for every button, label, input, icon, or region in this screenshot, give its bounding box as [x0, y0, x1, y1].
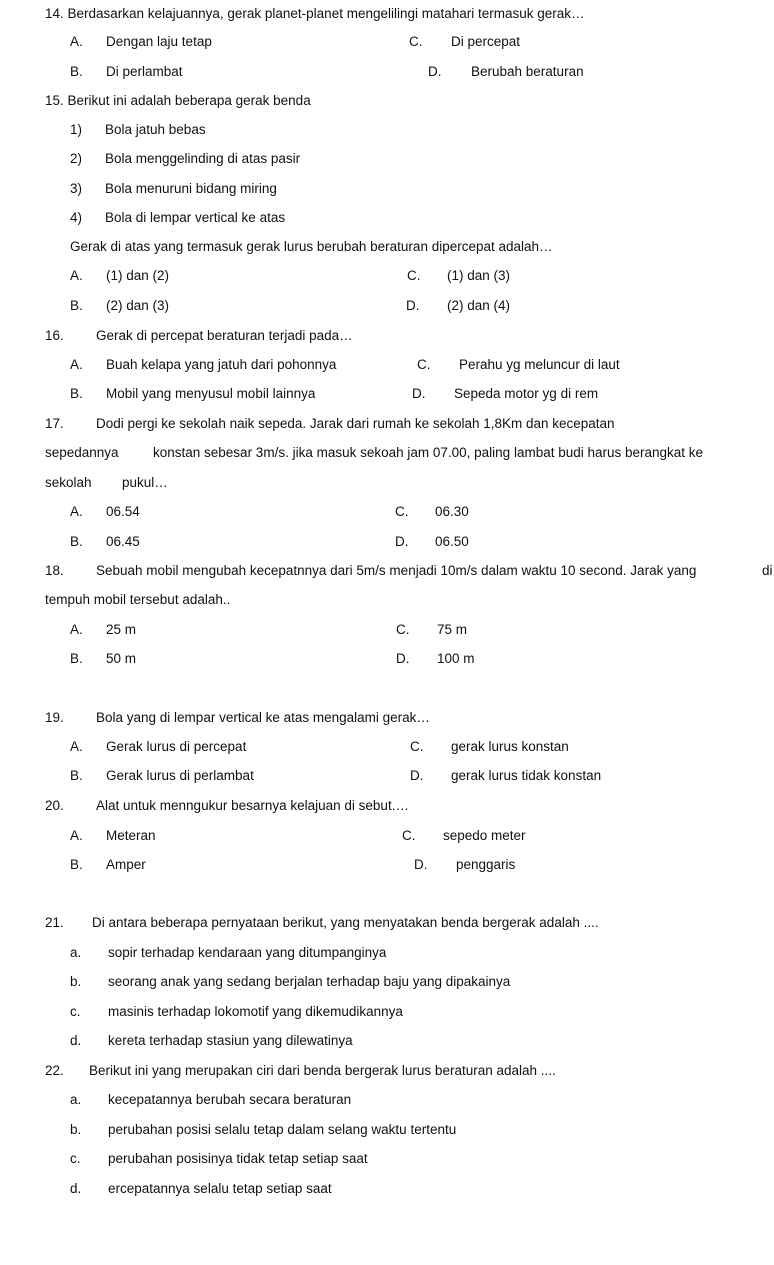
- q18-stem-line-2: tempuh mobil tersebut adalah..: [45, 592, 231, 607]
- q17-option-d-letter: D.: [395, 534, 409, 549]
- q19-option-a-text: Gerak lurus di percepat: [106, 739, 247, 754]
- q16-option-c-letter: C.: [417, 357, 431, 372]
- q14-option-c-text: Di percepat: [451, 34, 521, 49]
- q15-item-1-num: 1): [70, 122, 83, 137]
- q15-stem: 15. Berikut ini adalah beberapa gerak benda: [45, 93, 311, 108]
- q18-option-a-letter: A.: [70, 622, 83, 637]
- q17-stem-line-3b: pukul…: [122, 475, 168, 490]
- q15-item-3-text: Bola menuruni bidang miring: [105, 181, 277, 196]
- q18-option-b-letter: B.: [70, 651, 83, 666]
- q17-option-c-text: 06.30: [435, 504, 469, 519]
- q15-question: Gerak di atas yang termasuk gerak lurus berubah beraturan dipercepat adalah…: [70, 239, 553, 254]
- q14-option-a-text: Dengan laju tetap: [106, 34, 212, 49]
- q18-stem-line-1: Sebuah mobil mengubah kecepatnnya dari 5m/s menjadi 10m/s dalam waktu 10 second. Jarak yang: [96, 563, 697, 578]
- q17-stem-line-1: Dodi pergi ke sekolah naik sepeda. Jarak dari rumah ke sekolah 1,8Km dan kecepatan: [96, 416, 615, 431]
- q22-option-a-text: kecepatannya berubah secara beraturan: [108, 1092, 352, 1107]
- q15-item-2-num: 2): [70, 151, 83, 166]
- q20-option-b-letter: B.: [70, 857, 83, 872]
- q15-option-d-text: (2) dan (4): [447, 298, 511, 313]
- q18-option-c-letter: C.: [396, 622, 410, 637]
- q21-option-d-text: kereta terhadap stasiun yang dilewatinya: [108, 1033, 353, 1048]
- q20-option-a-letter: A.: [70, 828, 83, 843]
- q17-option-a-letter: A.: [70, 504, 83, 519]
- q20-number: 20.: [45, 798, 64, 813]
- q15-option-b-text: (2) dan (3): [106, 298, 170, 313]
- q16-option-a-letter: A.: [70, 357, 83, 372]
- q14-stem: 14. Berdasarkan kelajuannya, gerak planet-planet mengelilingi matahari termasuk gerak…: [45, 6, 585, 21]
- q17-option-b-letter: B.: [70, 534, 83, 549]
- q21-option-c-text: masinis terhadap lokomotif yang dikemudikannya: [108, 1004, 403, 1019]
- q21-option-a-text: sopir terhadap kendaraan yang ditumpanginya: [108, 945, 387, 960]
- q18-stem-line-1-cut: di: [762, 563, 773, 578]
- q21-option-c-letter: c.: [70, 1004, 81, 1019]
- q18-option-c-text: 75 m: [437, 622, 468, 637]
- q19-option-c-text: gerak lurus konstan: [451, 739, 569, 754]
- q16-option-c-text: Perahu yg meluncur di laut: [459, 357, 620, 372]
- q17-number: 17.: [45, 416, 64, 431]
- q21-option-b-letter: b.: [70, 974, 82, 989]
- q16-option-d-text: Sepeda motor yg di rem: [454, 386, 599, 401]
- q21-option-d-letter: d.: [70, 1033, 82, 1048]
- q18-option-b-text: 50 m: [106, 651, 137, 666]
- q21-stem: Di antara beberapa pernyataan berikut, yang menyatakan benda bergerak adalah ....: [92, 915, 599, 930]
- q20-stem: Alat untuk menngukur besarnya kelajuan di sebut.…: [96, 798, 409, 813]
- q22-option-c-letter: c.: [70, 1151, 81, 1166]
- q16-stem: Gerak di percepat beraturan terjadi pada…: [96, 328, 353, 343]
- q22-number: 22.: [45, 1063, 64, 1078]
- q17-stem-line-2a: sepedannya: [45, 445, 119, 460]
- q17-option-b-text: 06.45: [106, 534, 140, 549]
- q19-option-c-letter: C.: [410, 739, 424, 754]
- q17-stem-line-2b: konstan sebesar 3m/s. jika masuk sekoah jam 07.00, paling lambat budi harus berangkat ke: [153, 445, 704, 460]
- q16-option-a-text: Buah kelapa yang jatuh dari pohonnya: [106, 357, 337, 372]
- q17-stem-line-3a: sekolah: [45, 475, 92, 490]
- q16-option-d-letter: D.: [412, 386, 426, 401]
- q15-option-a-text: (1) dan (2): [106, 268, 170, 283]
- q15-option-d-letter: D.: [406, 298, 420, 313]
- q20-option-c-text: sepedo meter: [443, 828, 526, 843]
- q14-option-d-text: Berubah beraturan: [471, 64, 584, 79]
- q22-stem: Berikut ini yang merupakan ciri dari benda bergerak lurus beraturan adalah ....: [89, 1063, 556, 1078]
- q19-number: 19.: [45, 710, 64, 725]
- q15-item-4-text: Bola di lempar vertical ke atas: [105, 210, 286, 225]
- q16-number: 16.: [45, 328, 64, 343]
- q17-option-d-text: 06.50: [435, 534, 469, 549]
- q18-number: 18.: [45, 563, 64, 578]
- q15-item-4-num: 4): [70, 210, 83, 225]
- q22-option-b-text: perubahan posisi selalu tetap dalam selang waktu tertentu: [108, 1122, 457, 1137]
- q19-option-d-text: gerak lurus tidak konstan: [451, 768, 602, 783]
- q22-option-b-letter: b.: [70, 1122, 82, 1137]
- q16-option-b-text: Mobil yang menyusul mobil lainnya: [106, 386, 316, 401]
- q15-option-c-letter: C.: [407, 268, 421, 283]
- q19-option-d-letter: D.: [410, 768, 424, 783]
- q20-option-d-letter: D.: [414, 857, 428, 872]
- q14-option-a-letter: A.: [70, 34, 83, 49]
- q14-option-b-text: Di perlambat: [106, 64, 183, 79]
- q19-stem: Bola yang di lempar vertical ke atas mengalami gerak…: [96, 710, 430, 725]
- q18-option-d-letter: D.: [396, 651, 410, 666]
- q16-option-b-letter: B.: [70, 386, 83, 401]
- q14-option-c-letter: C.: [409, 34, 423, 49]
- q22-option-d-letter: d.: [70, 1181, 82, 1196]
- q18-option-d-text: 100 m: [437, 651, 475, 666]
- q18-option-a-text: 25 m: [106, 622, 137, 637]
- q21-number: 21.: [45, 915, 64, 930]
- q15-option-c-text: (1) dan (3): [447, 268, 511, 283]
- q15-item-3-num: 3): [70, 181, 83, 196]
- q22-option-c-text: perubahan posisinya tidak tetap setiap saat: [108, 1151, 368, 1166]
- q17-option-c-letter: C.: [395, 504, 409, 519]
- q22-option-d-text: ercepatannya selalu tetap setiap saat: [108, 1181, 332, 1196]
- q15-option-a-letter: A.: [70, 268, 83, 283]
- q15-item-1-text: Bola jatuh bebas: [105, 122, 206, 137]
- q20-option-c-letter: C.: [402, 828, 416, 843]
- q19-option-b-text: Gerak lurus di perlambat: [106, 768, 254, 783]
- q17-option-a-text: 06.54: [106, 504, 140, 519]
- q22-option-a-letter: a.: [70, 1092, 82, 1107]
- q19-option-b-letter: B.: [70, 768, 83, 783]
- q20-option-d-text: penggaris: [456, 857, 516, 872]
- q20-option-a-text: Meteran: [106, 828, 156, 843]
- q21-option-a-letter: a.: [70, 945, 82, 960]
- q20-option-b-text: Amper: [106, 857, 146, 872]
- q21-option-b-text: seorang anak yang sedang berjalan terhadap baju yang dipakainya: [108, 974, 511, 989]
- q15-option-b-letter: B.: [70, 298, 83, 313]
- q15-item-2-text: Bola menggelinding di atas pasir: [105, 151, 301, 166]
- q14-option-b-letter: B.: [70, 64, 83, 79]
- q14-option-d-letter: D.: [428, 64, 442, 79]
- q19-option-a-letter: A.: [70, 739, 83, 754]
